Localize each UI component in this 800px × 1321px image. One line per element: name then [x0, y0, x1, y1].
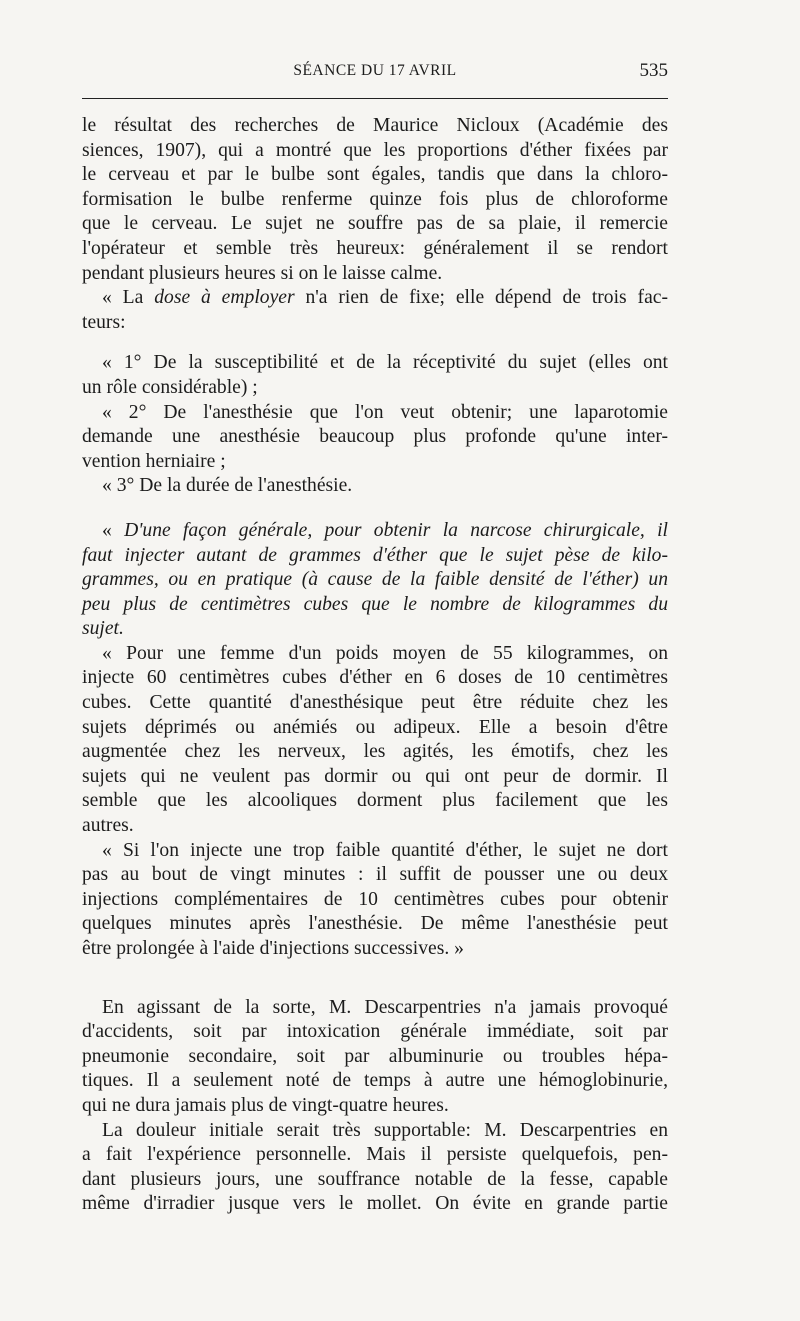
text-line: qui ne dura jamais plus de vingt-quatre heures. — [82, 1094, 449, 1116]
text-line: autres. — [82, 815, 134, 837]
text-line: un rôle considérable) ; — [82, 376, 258, 398]
text-line: pneumonie secondaire, soit par albuminurie ou troubles hépa- — [82, 1045, 668, 1067]
header-rule — [82, 98, 668, 99]
page-header — [82, 60, 668, 84]
text-line: sujets qui ne veulent pas dormir ou qui ont peur de dormir. Il — [82, 765, 668, 787]
text-line: l'opérateur et semble très heureux: généralement il se rendort — [82, 237, 668, 259]
text-line: siences, 1907), qui a montré que les proportions d'éther fixées par — [82, 139, 668, 161]
text-line: sujets déprimés ou anémiés ou adipeux. Elle a besoin d'être — [82, 716, 668, 738]
paragraph-4 — [82, 839, 668, 962]
text-line: formisation le bulbe renferme quinze fois plus de chloroforme — [82, 188, 668, 210]
emphasis: dose à employer — [154, 287, 295, 309]
paragraph-5 — [82, 996, 668, 1119]
text-line: a fait l'expérience personnelle. Mais il persiste quelquefois, pen- — [82, 1144, 668, 1166]
paragraph-6 — [82, 1119, 668, 1217]
quote-mark: « — [102, 519, 125, 541]
text-line: « 1° De la susceptibilité et de la réceptivité du sujet (elles ont — [102, 352, 668, 374]
spacer — [82, 962, 668, 996]
body-text — [82, 114, 668, 1217]
list-item-2 — [82, 401, 668, 475]
text-line: demande une anesthésie beaucoup plus profonde qu'une inter- — [82, 426, 668, 448]
text-line: grammes, ou en pratique (à cause de la faible densité de l'éther) un — [82, 569, 668, 591]
text-line — [82, 519, 668, 544]
text-line: être prolongée à l'aide d'injections successives. » — [82, 938, 464, 959]
text-line: La douleur initiale serait très supportable: M. Descarpentries en — [102, 1119, 668, 1141]
italic-paragraph — [82, 519, 668, 642]
text-line: En agissant de la sorte, M. Descarpentries n'a jamais provoqué — [102, 996, 668, 1018]
text-line — [82, 286, 668, 311]
spacer — [82, 499, 668, 519]
text-line: le résultat des recherches de Maurice Nicloux (Académie des — [82, 115, 668, 136]
text-line: « Si l'on injecte une trop faible quantité d'éther, le sujet ne dort — [102, 839, 668, 861]
list-item-3 — [82, 474, 668, 499]
text-run: « La — [102, 287, 155, 309]
text-line: injecte 60 centimètres cubes d'éther en 6 doses de 10 centimètres — [82, 667, 668, 689]
page-number: 535 — [639, 60, 668, 81]
spacer — [82, 335, 668, 351]
text-line: pendant plusieurs heures si on le laisse calme. — [82, 262, 443, 284]
text-line: sujet. — [82, 618, 124, 640]
text-line: augmentée chez les nerveux, les agités, les émotifs, chez les — [82, 741, 668, 763]
paragraph-1 — [82, 114, 668, 286]
text-line: que le cerveau. Le sujet ne souffre pas de sa plaie, il remercie — [82, 213, 668, 235]
text-line: dant plusieurs jours, une souffrance notable de la fesse, capable — [82, 1168, 668, 1190]
paragraph-2 — [82, 286, 668, 335]
text-line: faut injecter autant de grammes d'éther que le sujet pèse de kilo- — [82, 544, 668, 566]
text-line: peu plus de centimètres cubes que le nombre de kilogrammes du — [82, 593, 668, 615]
running-title: SÉANCE DU 17 AVRIL — [293, 62, 457, 79]
text-line: « 3° De la durée de l'anesthésie. — [102, 475, 353, 497]
emphasis: D'une façon générale, pour obtenir la narcose chirurgicale, il — [124, 519, 668, 541]
text-line: tiques. Il a seulement noté de temps à autre une hémoglobinurie, — [82, 1070, 668, 1092]
text-line: semble que les alcooliques dorment plus facilement que les — [82, 790, 668, 812]
paragraph-3 — [82, 642, 668, 839]
text-run: n'a rien de fixe; elle dépend de trois fac- — [294, 287, 668, 309]
list-item-1 — [82, 351, 668, 400]
text-line: d'accidents, soit par intoxication générale immédiate, soit par — [82, 1021, 668, 1043]
text-line: injections complémentaires de 10 centimètres cubes pour obtenir — [82, 888, 668, 910]
text-line: pas au bout de vingt minutes : il suffit de pousser une ou deux — [82, 864, 668, 886]
text-line: « 2° De l'anesthésie que l'on veut obtenir; une laparotomie — [102, 401, 668, 423]
text-line: « Pour une femme d'un poids moyen de 55 kilogrammes, on — [102, 642, 668, 664]
text-line: le cerveau et par le bulbe sont égales, tandis que dans la chloro- — [82, 164, 668, 186]
text-line: teurs: — [82, 311, 126, 333]
text-line: même d'irradier jusque vers le mollet. On évite en grande partie — [82, 1193, 668, 1215]
text-line: vention herniaire ; — [82, 450, 226, 472]
text-line: cubes. Cette quantité d'anesthésique peut être réduite chez les — [82, 692, 668, 714]
text-line: quelques minutes après l'anesthésie. De même l'anesthésie peut — [82, 913, 668, 935]
